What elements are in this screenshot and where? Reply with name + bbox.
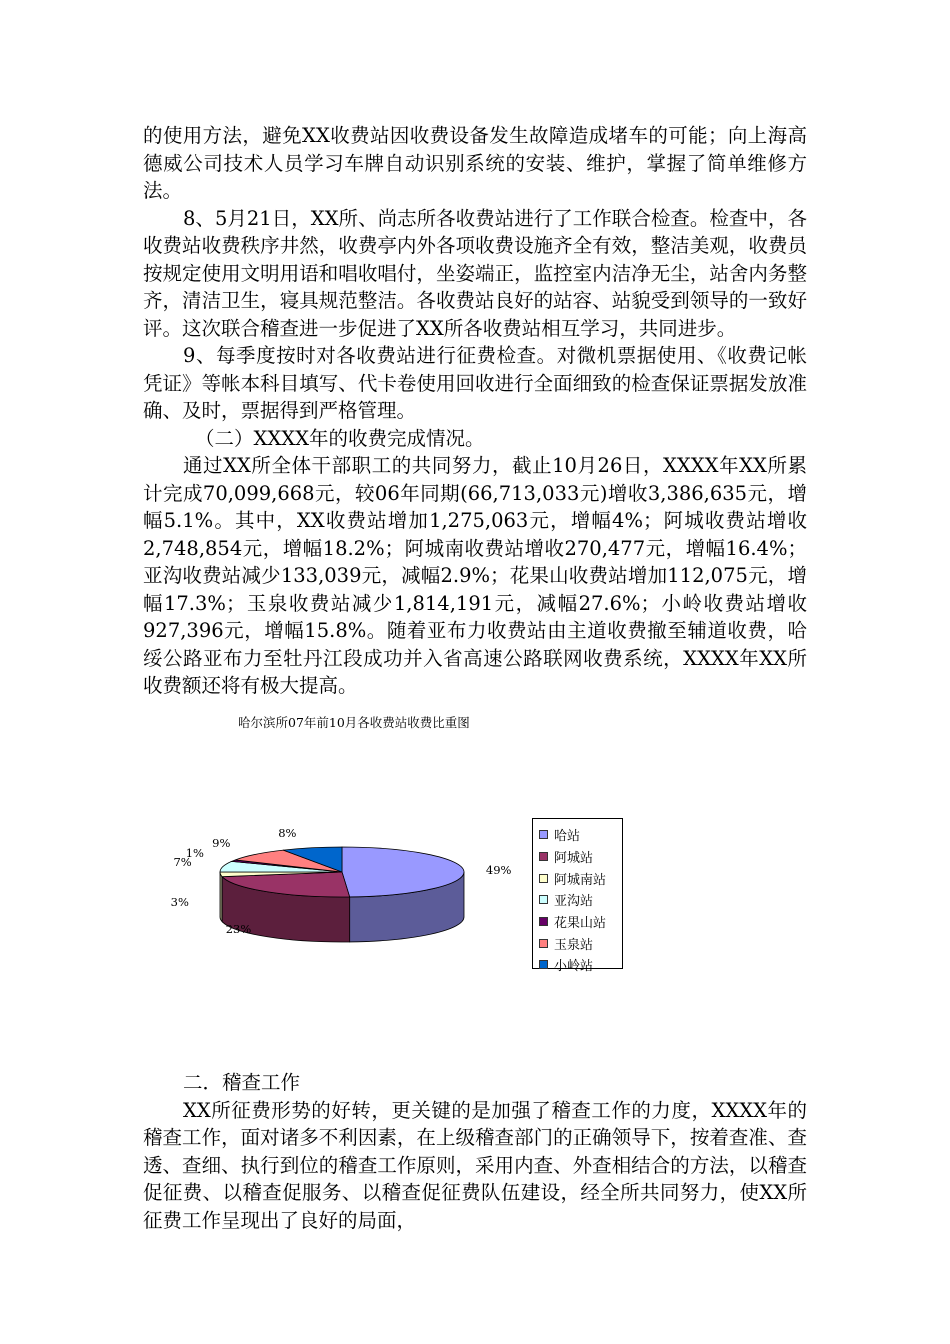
- bottom-text-block: [143, 1069, 807, 1234]
- legend-item: [539, 932, 622, 954]
- section-heading: 二．稽查工作: [183, 1071, 301, 1094]
- legend-label: 哈站: [554, 829, 581, 845]
- legend-swatch: [539, 960, 548, 969]
- legend-swatch: [539, 830, 548, 839]
- pie-label-玉泉站: 9%: [212, 836, 231, 851]
- paragraph-inspection: XX所征费形势的好转，更关键的是加强了稽查工作的力度，XXXX年的稽查工作，面对诸多不利因素，在上级稽查部门的正确领导下，按着查准、查透、查细、执行到位的稽查工作原则，采用内查、外查相结合的方法，以稽查促征费、以稽查促服务、以稽查促征费队伍建设，经全所共同努力，使XX所征费工作呈现出了良好的局面，: [143, 1098, 807, 1232]
- legend-label: 阿城南站: [554, 872, 607, 888]
- legend-item: [539, 911, 622, 933]
- pie-label-亚沟站: 7%: [173, 855, 192, 870]
- legend-item: [539, 846, 622, 868]
- legend-label: 花果山站: [554, 916, 607, 932]
- legend-item: [539, 867, 622, 889]
- pie-label-阿城南站: 3%: [170, 894, 189, 909]
- legend-label: 阿城站: [554, 851, 594, 867]
- legend-swatch: [539, 874, 548, 883]
- legend-swatch: [539, 917, 548, 926]
- pie-label-小岭站: 8%: [278, 826, 297, 841]
- legend-swatch: [539, 895, 548, 904]
- legend-item: [539, 824, 622, 846]
- pie-label-阿城站: 23%: [225, 921, 252, 936]
- pie-label-哈站: 49%: [485, 862, 512, 877]
- paragraph-item-8: 8、5月21日，XX所、尚志所各收费站进行了工作联合检查。检查中，各收费站收费秩序井然，收费亭内外各项收费设施齐全有效，整洁美观，收费员按规定使用文明用语和唱收唱付，坐姿端正，监控室内洁净无尘，站舍内务整齐，清洁卫生，寝具规范整洁。各收费站良好的站容、站貌受到领导的一致好评。这次联合稽查进一步促进了XX所各收费站相互学习，共同进步。: [143, 206, 807, 340]
- paragraph-item-9: 9、每季度按时对各收费站进行征费检查。对微机票据使用、《收费记帐凭证》等帐本科目填写、代卡卷使用回收进行全面细致的检查保证票据发放准确、及时，票据得到严格管理。: [143, 344, 807, 422]
- paragraph-revenue: 通过XX所全体干部职工的共同努力，截止10月26日，XXXX年XX所累计完成70,099,668元，较06年同期(66,713,033元)增收3,386,635元，增幅5.1%。其中，XX收费站增加1,275,063元，增幅4%；阿城收费站增收2,748,854元，增幅18.2%；阿城南收费站增收270,477元，增幅16.4%；亚沟收费站减少133,039元，减幅2.9%；花果山收费站增加112,075元，增幅17.3%；玉泉收费站减少1,814,191元，减幅27.6%；小岭收费站增收927,396元，增幅15.8%。随着亚布力收费站由主道收费撤至辅道收费，哈绥公路亚布力至牡丹江段成功并入省高速公路联网收费系统，XXXX年XX所收费额还将有极大提高。: [143, 454, 807, 697]
- section-subheading: （二）XXXX年的收费完成情况。: [195, 426, 485, 450]
- legend-swatch: [539, 939, 548, 948]
- pie-chart: [180, 815, 520, 965]
- chart-title: 哈尔滨所07年前10月各收费站收费比重图: [238, 715, 470, 730]
- pie-label-花果山站: 1%: [185, 846, 204, 861]
- paragraph-method: 的使用方法，避免XX收费站因收费设备发生故障造成堵车的可能；向上海高德威公司技术人员学习车牌自动识别系统的安装、维护，掌握了简单维修方法。: [143, 124, 807, 202]
- top-text-block: [143, 122, 807, 700]
- legend-item: [539, 889, 622, 911]
- legend-swatch: [539, 852, 548, 861]
- legend-item: [539, 954, 622, 976]
- legend-label: 玉泉站: [554, 937, 594, 953]
- legend-label: 小岭站: [554, 959, 594, 975]
- chart-legend: [532, 818, 623, 975]
- legend-label: 亚沟站: [554, 894, 594, 910]
